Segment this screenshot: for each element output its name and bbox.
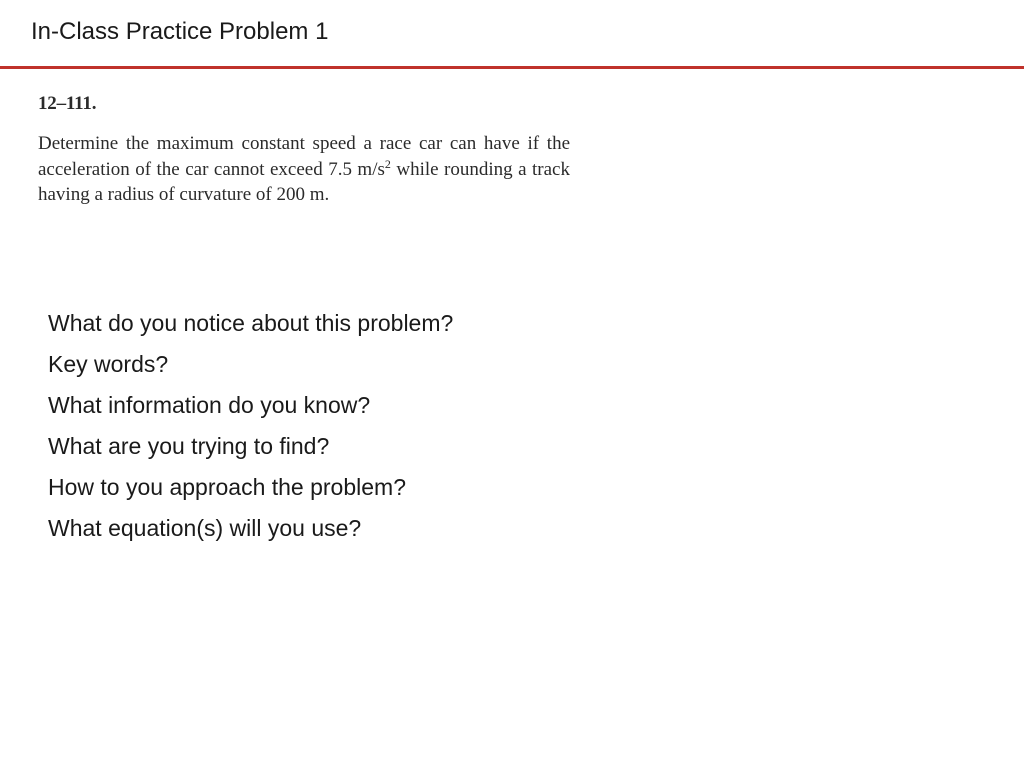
question-item: What do you notice about this problem? (48, 310, 454, 336)
question-item: What equation(s) will you use? (48, 515, 362, 541)
problem-statement (38, 131, 570, 208)
problem-text-after: while rounding a track having a radius of curvature of 200 m. (38, 158, 570, 205)
question-item: What are you trying to find? (48, 433, 330, 459)
question-list (48, 303, 453, 549)
question-item: What information do you know? (48, 392, 371, 418)
problem-superscript: 2 (384, 156, 391, 171)
question-item: How to you approach the problem? (48, 474, 406, 500)
problem-number: 12–111. (38, 93, 97, 114)
slide-title: In-Class Practice Problem 1 (31, 18, 329, 45)
problem-text-before: Determine the maximum constant speed a race car can have if the acceleration of the car cannot exceed 7.5 m/s (38, 133, 570, 180)
question-item: Key words? (48, 351, 169, 377)
problem-image (38, 93, 570, 208)
title-divider (0, 66, 1024, 69)
